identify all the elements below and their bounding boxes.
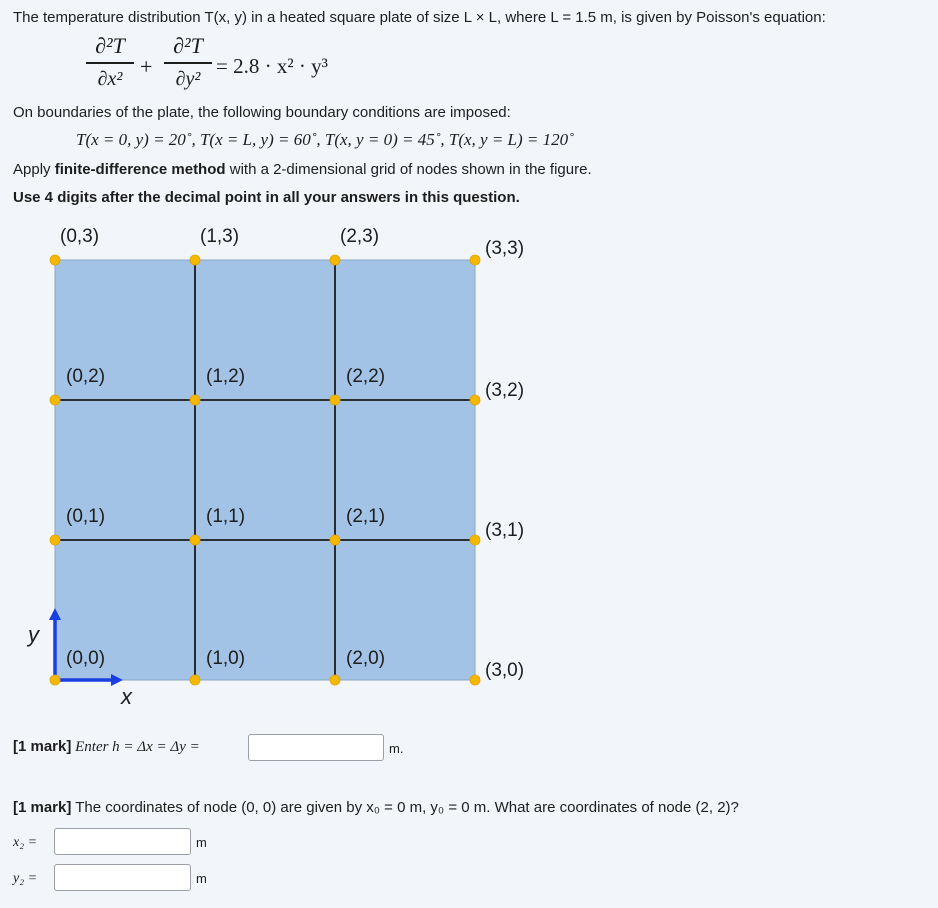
grid-node (470, 395, 480, 405)
grid-node (470, 535, 480, 545)
y-axis-label: y (28, 622, 39, 647)
y2-unit: m (196, 871, 207, 886)
h-input[interactable] (248, 734, 384, 761)
grid-node (50, 535, 60, 545)
plus-sign: + (140, 54, 153, 79)
method-bold: finite-difference method (54, 161, 226, 178)
node-label: (2,2) (346, 366, 386, 387)
node-label: (0,1) (66, 506, 106, 527)
grid-node (50, 255, 60, 265)
grid-node (330, 535, 340, 545)
node-label: (0,2) (66, 366, 106, 387)
x-axis-label: x (121, 684, 132, 709)
grid-node (190, 395, 200, 405)
part1-text: Enter h = Δx = Δy = (71, 739, 200, 755)
node-label: (3,2) (485, 380, 525, 401)
method-prefix: Apply (13, 161, 55, 178)
grid-node (330, 255, 340, 265)
grid-node (330, 395, 340, 405)
equation-rhs: = 2.8 · x² · y³ (216, 54, 328, 78)
term2-denominator: ∂y² (175, 67, 201, 90)
y2-input[interactable] (54, 864, 191, 891)
part1-mark: [1 mark] (13, 738, 72, 755)
node-label: (2,3) (340, 226, 380, 247)
node-label: (1,3) (200, 226, 240, 247)
term1-denominator: ∂x² (97, 67, 123, 90)
y2-label: y₂ = (13, 871, 38, 886)
digits-note: Use 4 digits after the decimal point in all your answers in this question. (13, 189, 520, 206)
part1-question (13, 738, 200, 756)
grid-node (330, 675, 340, 685)
plate-rect (55, 260, 475, 680)
method-suffix: with a 2-dimensional grid of nodes shown in the figure. (225, 161, 592, 178)
grid-node (470, 675, 480, 685)
grid-node (190, 255, 200, 265)
grid-node (470, 255, 480, 265)
x2-unit: m (196, 835, 207, 850)
node-label: (2,0) (346, 648, 386, 669)
part2-question (13, 799, 739, 817)
node-label: (3,0) (485, 660, 525, 681)
part2-text: The coordinates of node (0, 0) are given by x₀ = 0 m, y₀ = 0 m. What are coordinates of node (2, 2)? (71, 799, 739, 816)
grid-node (190, 675, 200, 685)
node-label: (1,0) (206, 648, 246, 669)
node-label: (3,1) (485, 520, 525, 541)
term2-numerator: ∂²T (173, 33, 203, 58)
boundary-intro: On boundaries of the plate, the following boundary conditions are imposed: (13, 104, 511, 121)
node-label: (0,0) (66, 648, 106, 669)
intro-text: The temperature distribution T(x, y) in a heated square plate of size L × L, where L = 1.5 m, is given by Poisson's equation: (13, 9, 826, 26)
grid-node (190, 535, 200, 545)
x2-input[interactable] (54, 828, 191, 855)
grid-node (50, 675, 60, 685)
node-label: (1,1) (206, 506, 246, 527)
node-label: (1,2) (206, 366, 246, 387)
part1-unit: m. (389, 741, 404, 756)
node-label: (0,3) (60, 226, 100, 247)
x2-label: x₂ = (13, 835, 38, 850)
node-label: (3,3) (485, 238, 525, 259)
part2-mark: [1 mark] (13, 799, 72, 816)
boundary-conditions: T(x = 0, y) = 20˚, T(x = L, y) = 60˚, T(x, y = 0) = 45˚, T(x, y = L) = 120˚ (76, 130, 574, 149)
term1-numerator: ∂²T (95, 33, 125, 58)
grid-node (50, 395, 60, 405)
node-label: (2,1) (346, 506, 386, 527)
